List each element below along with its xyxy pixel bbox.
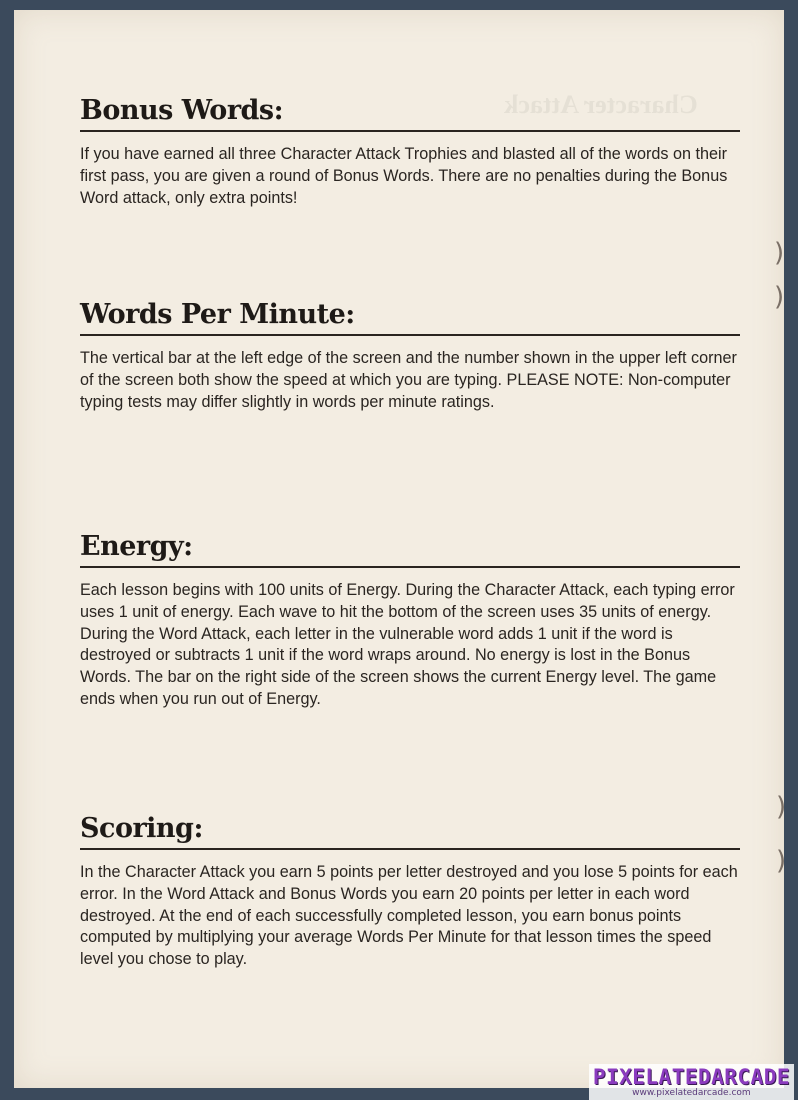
watermark-title: PIXELATEDARCADE	[592, 1065, 790, 1089]
watermark-url: www.pixelatedarcade.com	[632, 1088, 751, 1098]
section-heading: Energy:	[80, 530, 740, 568]
bleed-through-heading: Character Attack	[504, 90, 698, 119]
section-body: Each lesson begins with 100 units of Energy. During the Character Attack, each typing error uses 1 unit of energy. Each wave to hit the bottom of the screen uses 35 units of energy. During the Word Attack, each letter in the vulnerable word adds 1 unit if the word is destroyed or subtracts 1 unit if the word wraps around. No energy is lost in the Bonus Words. The bar on the right side of the screen shows the current Energy level. The game ends when you run out of Energy.	[80, 581, 735, 708]
section-energy	[80, 530, 740, 711]
section-words-per-minute	[80, 298, 740, 413]
binding-hole-mark: )	[774, 282, 785, 312]
watermark	[589, 1064, 794, 1100]
manual-page	[14, 10, 787, 1088]
section-body: If you have earned all three Character Attack Trophies and blasted all of the words on their first pass, you are given a round of Bonus Words. There are no penalties during the Bonus Word attack, only extra points!	[80, 145, 728, 207]
section-body: The vertical bar at the left edge of the screen and the number shown in the upper left corner of the screen both show the speed at which you are typing. PLEASE NOTE: Non-computer typing tests may differ slightly in words per minute ratings.	[80, 349, 737, 411]
section-bonus-words	[80, 94, 740, 209]
binding-hole-mark: )	[776, 792, 787, 822]
section-body: In the Character Attack you earn 5 points per letter destroyed and you lose 5 points for each error. In the Word Attack and Bonus Words you earn 20 points per letter in each word destroyed. At the end of each successfully completed lesson, you earn bonus points computed by multiplying your average Words Per Minute for that lesson times the speed level you chose to play.	[80, 863, 738, 969]
binding-hole-mark: )	[774, 238, 785, 268]
section-scoring	[80, 812, 740, 971]
section-heading: Scoring:	[80, 812, 740, 850]
section-heading: Bonus Words:	[80, 94, 740, 132]
section-heading: Words Per Minute:	[80, 298, 740, 336]
binding-hole-mark: )	[776, 846, 787, 876]
